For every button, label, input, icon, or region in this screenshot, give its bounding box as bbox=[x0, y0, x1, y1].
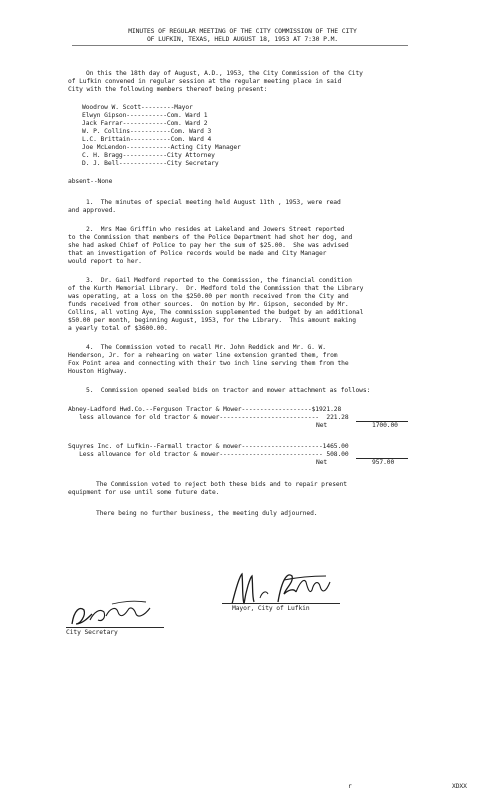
item-4-line-2: Henderson, Jr. for a rehearing on water line extension granted them, from bbox=[68, 352, 338, 359]
item-3-line-1: 3. Dr. Gail Medford reported to the Commission, the financial condition bbox=[86, 277, 352, 284]
item-1-line-1: 1. The minutes of special meeting held August 11th , 1953, were read bbox=[86, 199, 341, 206]
closing-line-1: The Commission voted to reject both these bids and to repair present bbox=[96, 481, 347, 488]
absent-line: absent--None bbox=[68, 178, 113, 185]
member-mayor: Woodrow W. Scott---------Mayor bbox=[82, 104, 193, 111]
item-3-line-6: $50.00 per month, beginning August, 1953, for the Library. This amount making bbox=[68, 317, 356, 324]
adjourn-line: There being no further business, the meeting duly adjourned. bbox=[96, 510, 318, 517]
closing-line-2: equipment for use until some future date. bbox=[68, 489, 220, 496]
opening-line-3: City with the following members thereof being present: bbox=[68, 86, 268, 93]
member-ward-4: L.C. Brittain-----------Com. Ward 4 bbox=[82, 136, 212, 143]
mayor-caption: Mayor, City of Lufkin bbox=[232, 605, 310, 612]
opening-line-2: of Lufkin convened in regular session at the regular meeting place in said bbox=[68, 78, 342, 85]
bid-1-line-2: less allowance for old tractor & mower--------------------------- 221.28 bbox=[68, 414, 349, 421]
item-2-line-3: she had asked Chief of Police to pay her the sum of $25.00. She was advised bbox=[68, 242, 349, 249]
footer-left-mark: r bbox=[348, 783, 352, 790]
bid-2-net-value: 957.00 bbox=[372, 459, 395, 466]
bid-1-net-label: Net bbox=[316, 422, 328, 429]
item-3-line-2: of the Kurth Memorial Library. Dr. Medford told the Commission that the Library bbox=[68, 285, 364, 292]
item-2-line-2: to the Commission that members of the Police Department had shot her dog, and bbox=[68, 234, 353, 241]
member-ward-2: Jack Farrar------------Com. Ward 2 bbox=[82, 120, 208, 127]
member-city-secretary: D. J. Bell-------------City Secretary bbox=[82, 160, 219, 167]
item-2-line-1: 2. Mrs Mae Griffin who resides at Lakeland and Jowers Street reported bbox=[86, 226, 345, 233]
member-city-manager: Joe McLendon------------Acting City Manager bbox=[82, 144, 241, 151]
item-1-line-2: and approved. bbox=[68, 207, 116, 214]
secretary-caption: City Secretary bbox=[66, 629, 118, 636]
minutes-title-line-2: OF LUFKIN, TEXAS, HELD AUGUST 18, 1953 AT 7:30 P.M. bbox=[146, 35, 339, 43]
opening-line-1: On this the 18th day of August, A.D., 1953, the City Commission of the City bbox=[86, 70, 363, 77]
bid-2-net-label: Net bbox=[316, 459, 328, 466]
item-3-line-4: funds received from other sources. On motion by Mr. Gipson, seconded by Mr. bbox=[68, 301, 349, 308]
item-5-line-1: 5. Commission opened sealed bids on tractor and mower attachment as follows: bbox=[86, 387, 371, 394]
item-2-line-5: would report to her. bbox=[68, 258, 142, 265]
member-city-attorney: C. H. Bragg------------City Attorney bbox=[82, 152, 215, 159]
item-3-line-7: a yearly total of $3600.00. bbox=[68, 325, 168, 332]
footer-right-mark: XDXX bbox=[452, 783, 467, 790]
bid-2-line-1: Squyres Inc. of Lufkin--Farmall tractor & mower----------------------1465.00 bbox=[68, 443, 349, 450]
member-ward-3: W. P. Collins-----------Com. Ward 3 bbox=[82, 128, 212, 135]
bid-1-net-value: 1700.00 bbox=[372, 422, 398, 429]
secretary-signature-line bbox=[66, 627, 164, 628]
bid-2-line-2: Less allowance for old tractor & mower---------------------------- 508.00 bbox=[68, 451, 349, 458]
member-ward-1: Elwyn Gipson-----------Com. Ward 1 bbox=[82, 112, 208, 119]
bid-1-line-1: Abney-Ladford Hwd.Co.--Ferguson Tractor & Mower-------------------$1921.28 bbox=[68, 406, 342, 413]
item-3-line-3: was operating, at a loss on the $250.00 per month received from the City and bbox=[68, 293, 349, 300]
mayor-signature-line bbox=[222, 603, 340, 604]
minutes-title-line-1: MINUTES OF REGULAR MEETING OF THE CITY COMMISSION OF THE CITY bbox=[128, 27, 357, 35]
item-4-line-1: 4. The Commission voted to recall Mr. John Reddick and Mr. G. W. bbox=[86, 344, 326, 351]
title-underline bbox=[72, 45, 408, 46]
item-2-line-4: that an investigation of Police records would be made and City Manager bbox=[68, 250, 327, 257]
item-4-line-3: Fox Point area and connecting with their two inch line serving them from the bbox=[68, 360, 349, 367]
item-4-line-4: Houston Highway. bbox=[68, 368, 128, 375]
item-3-line-5: Collins, all voting Aye, The commission supplemented the budget by an additional bbox=[68, 309, 364, 316]
